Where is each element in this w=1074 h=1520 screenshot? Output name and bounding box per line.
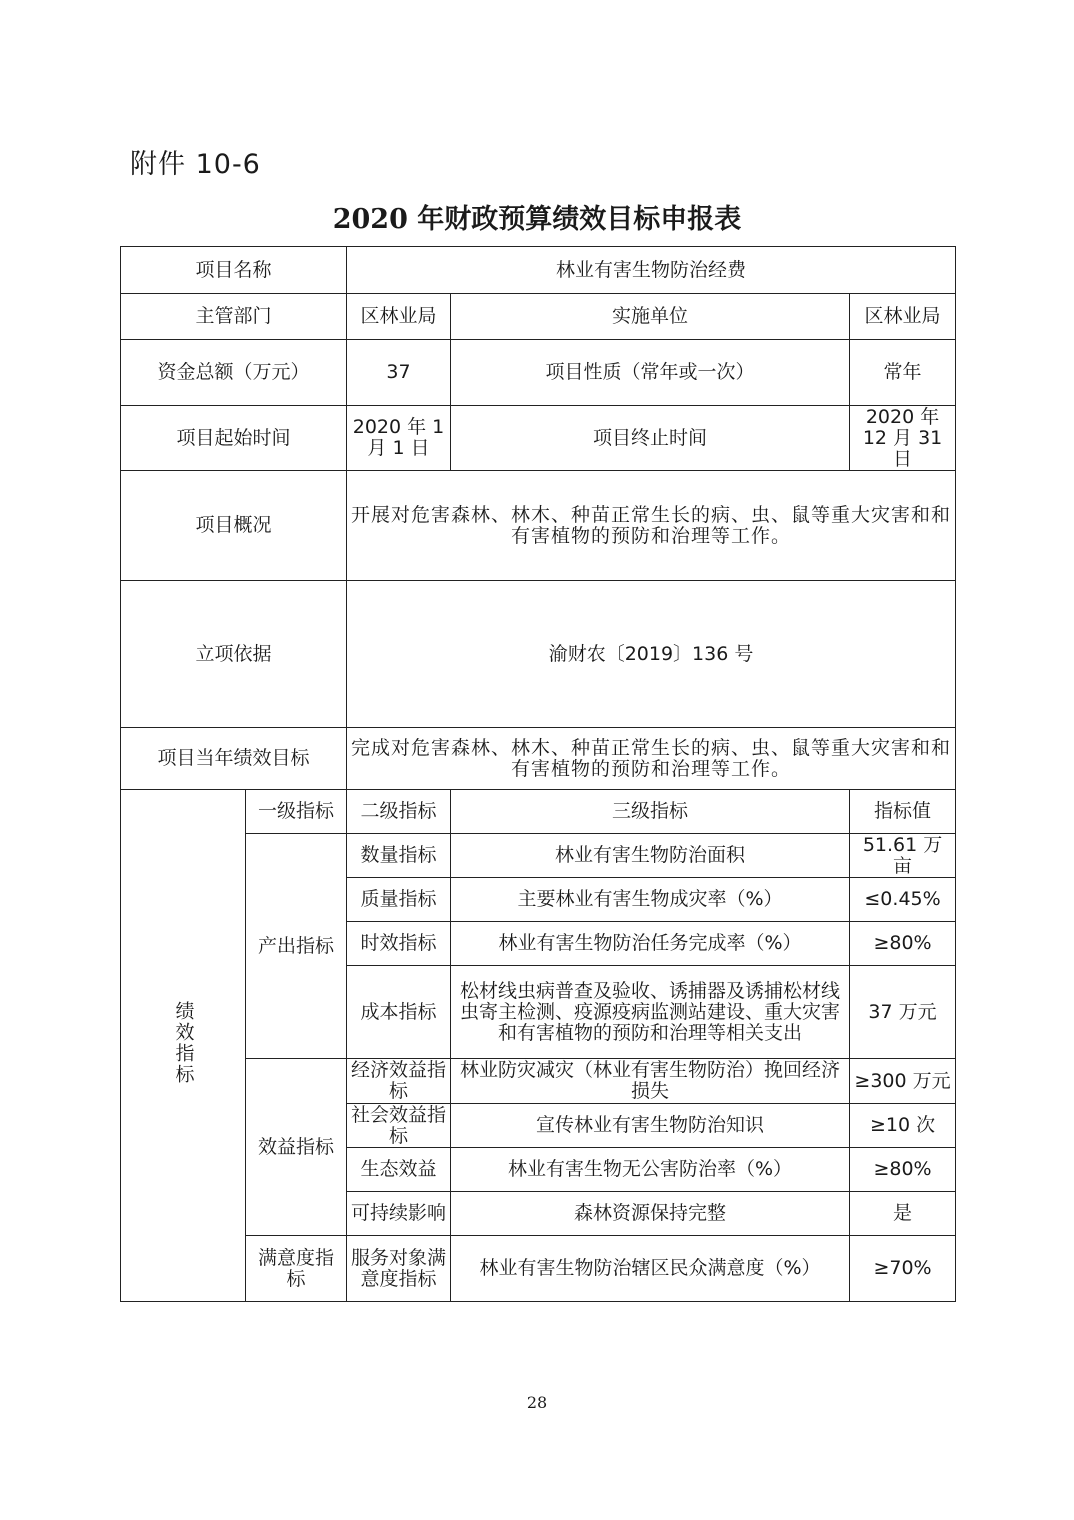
indicator-level2: 生态效益 xyxy=(347,1148,451,1192)
indicator-level3: 主要林业有害生物成灾率（%） xyxy=(451,878,850,922)
indicator-level2: 成本指标 xyxy=(347,966,451,1059)
indicator-level3: 林业有害生物防治面积 xyxy=(451,834,850,878)
goal-label: 项目当年绩效目标 xyxy=(121,728,347,790)
end-value: 2020 年 12 月 31 日 xyxy=(850,406,956,471)
indicator-value: 37 万元 xyxy=(850,966,956,1059)
indicator-level3: 林业防灾减灾（林业有害生物防治）挽回经济损失 xyxy=(451,1059,850,1104)
funds-label: 资金总额（万元） xyxy=(121,340,347,406)
indicator-level2: 经济效益指标 xyxy=(347,1059,451,1104)
form-title: 2020 年财政预算绩效目标申报表 xyxy=(332,204,742,235)
start-label: 项目起始时间 xyxy=(121,406,347,471)
indicator-level3: 森林资源保持完整 xyxy=(451,1192,850,1236)
overview-label: 项目概况 xyxy=(121,471,347,581)
overview-value: 开展对危害森林、林木、种苗正常生长的病、虫、鼠等重大灾害和和有害植物的预防和治理等工作。 xyxy=(347,471,956,581)
funds-value: 37 xyxy=(347,340,451,406)
satisfaction-indicator-label: 满意度指标 xyxy=(246,1236,347,1302)
output-indicator-label: 产出指标 xyxy=(246,834,347,1059)
indicator-level2: 可持续影响 xyxy=(347,1192,451,1236)
indicator-level2: 数量指标 xyxy=(347,834,451,878)
nature-value: 常年 xyxy=(850,340,956,406)
header-value: 指标值 xyxy=(850,790,956,834)
header-level2: 二级指标 xyxy=(347,790,451,834)
basis-label: 立项依据 xyxy=(121,581,347,728)
impl-unit-value: 区林业局 xyxy=(850,294,956,340)
indicator-value: ≥80% xyxy=(850,922,956,966)
indicator-value: ≥70% xyxy=(850,1236,956,1302)
indicator-value: ≤0.45% xyxy=(850,878,956,922)
dept-value: 区林业局 xyxy=(347,294,451,340)
indicator-value: 是 xyxy=(850,1192,956,1236)
indicator-level3: 宣传林业有害生物防治知识 xyxy=(451,1104,850,1148)
project-name-label: 项目名称 xyxy=(121,247,347,294)
indicator-level3: 林业有害生物无公害防治率（%） xyxy=(451,1148,850,1192)
indicator-level2: 时效指标 xyxy=(347,922,451,966)
nature-label: 项目性质（常年或一次） xyxy=(451,340,850,406)
indicator-level2: 质量指标 xyxy=(347,878,451,922)
start-value: 2020 年 1 月 1 日 xyxy=(347,406,451,471)
dept-label: 主管部门 xyxy=(121,294,347,340)
header-level1: 一级指标 xyxy=(246,790,347,834)
indicator-level3: 林业有害生物防治辖区民众满意度（%） xyxy=(451,1236,850,1302)
indicator-level2: 社会效益指标 xyxy=(347,1104,451,1148)
indicator-level3: 林业有害生物防治任务完成率（%） xyxy=(451,922,850,966)
budget-performance-table xyxy=(120,246,956,1302)
attachment-label: 附件 10-6 xyxy=(130,149,261,180)
goal-value: 完成对危害森林、林木、种苗正常生长的病、虫、鼠等重大灾害和和有害植物的预防和治理等工作。 xyxy=(347,728,956,790)
basis-value: 渝财农〔2019〕136 号 xyxy=(347,581,956,728)
performance-section-text: 绩效指标 xyxy=(172,1001,195,1085)
impl-unit-label: 实施单位 xyxy=(451,294,850,340)
performance-section-label xyxy=(121,790,246,1302)
page-number: 28 xyxy=(526,1393,548,1412)
indicator-value: ≥80% xyxy=(850,1148,956,1192)
benefit-indicator-label: 效益指标 xyxy=(246,1059,347,1236)
header-level3: 三级指标 xyxy=(451,790,850,834)
indicator-value: 51.61 万亩 xyxy=(850,834,956,878)
indicator-value: ≥300 万元 xyxy=(850,1059,956,1104)
indicator-level2: 服务对象满意度指标 xyxy=(347,1236,451,1302)
project-name-value: 林业有害生物防治经费 xyxy=(347,247,956,294)
indicator-value: ≥10 次 xyxy=(850,1104,956,1148)
indicator-level3: 松材线虫病普查及验收、诱捕器及诱捕松材线虫寄主检测、疫源疫病监测站建设、重大灾害和有害植物的预防和治理等相关支出 xyxy=(451,966,850,1059)
end-label: 项目终止时间 xyxy=(451,406,850,471)
